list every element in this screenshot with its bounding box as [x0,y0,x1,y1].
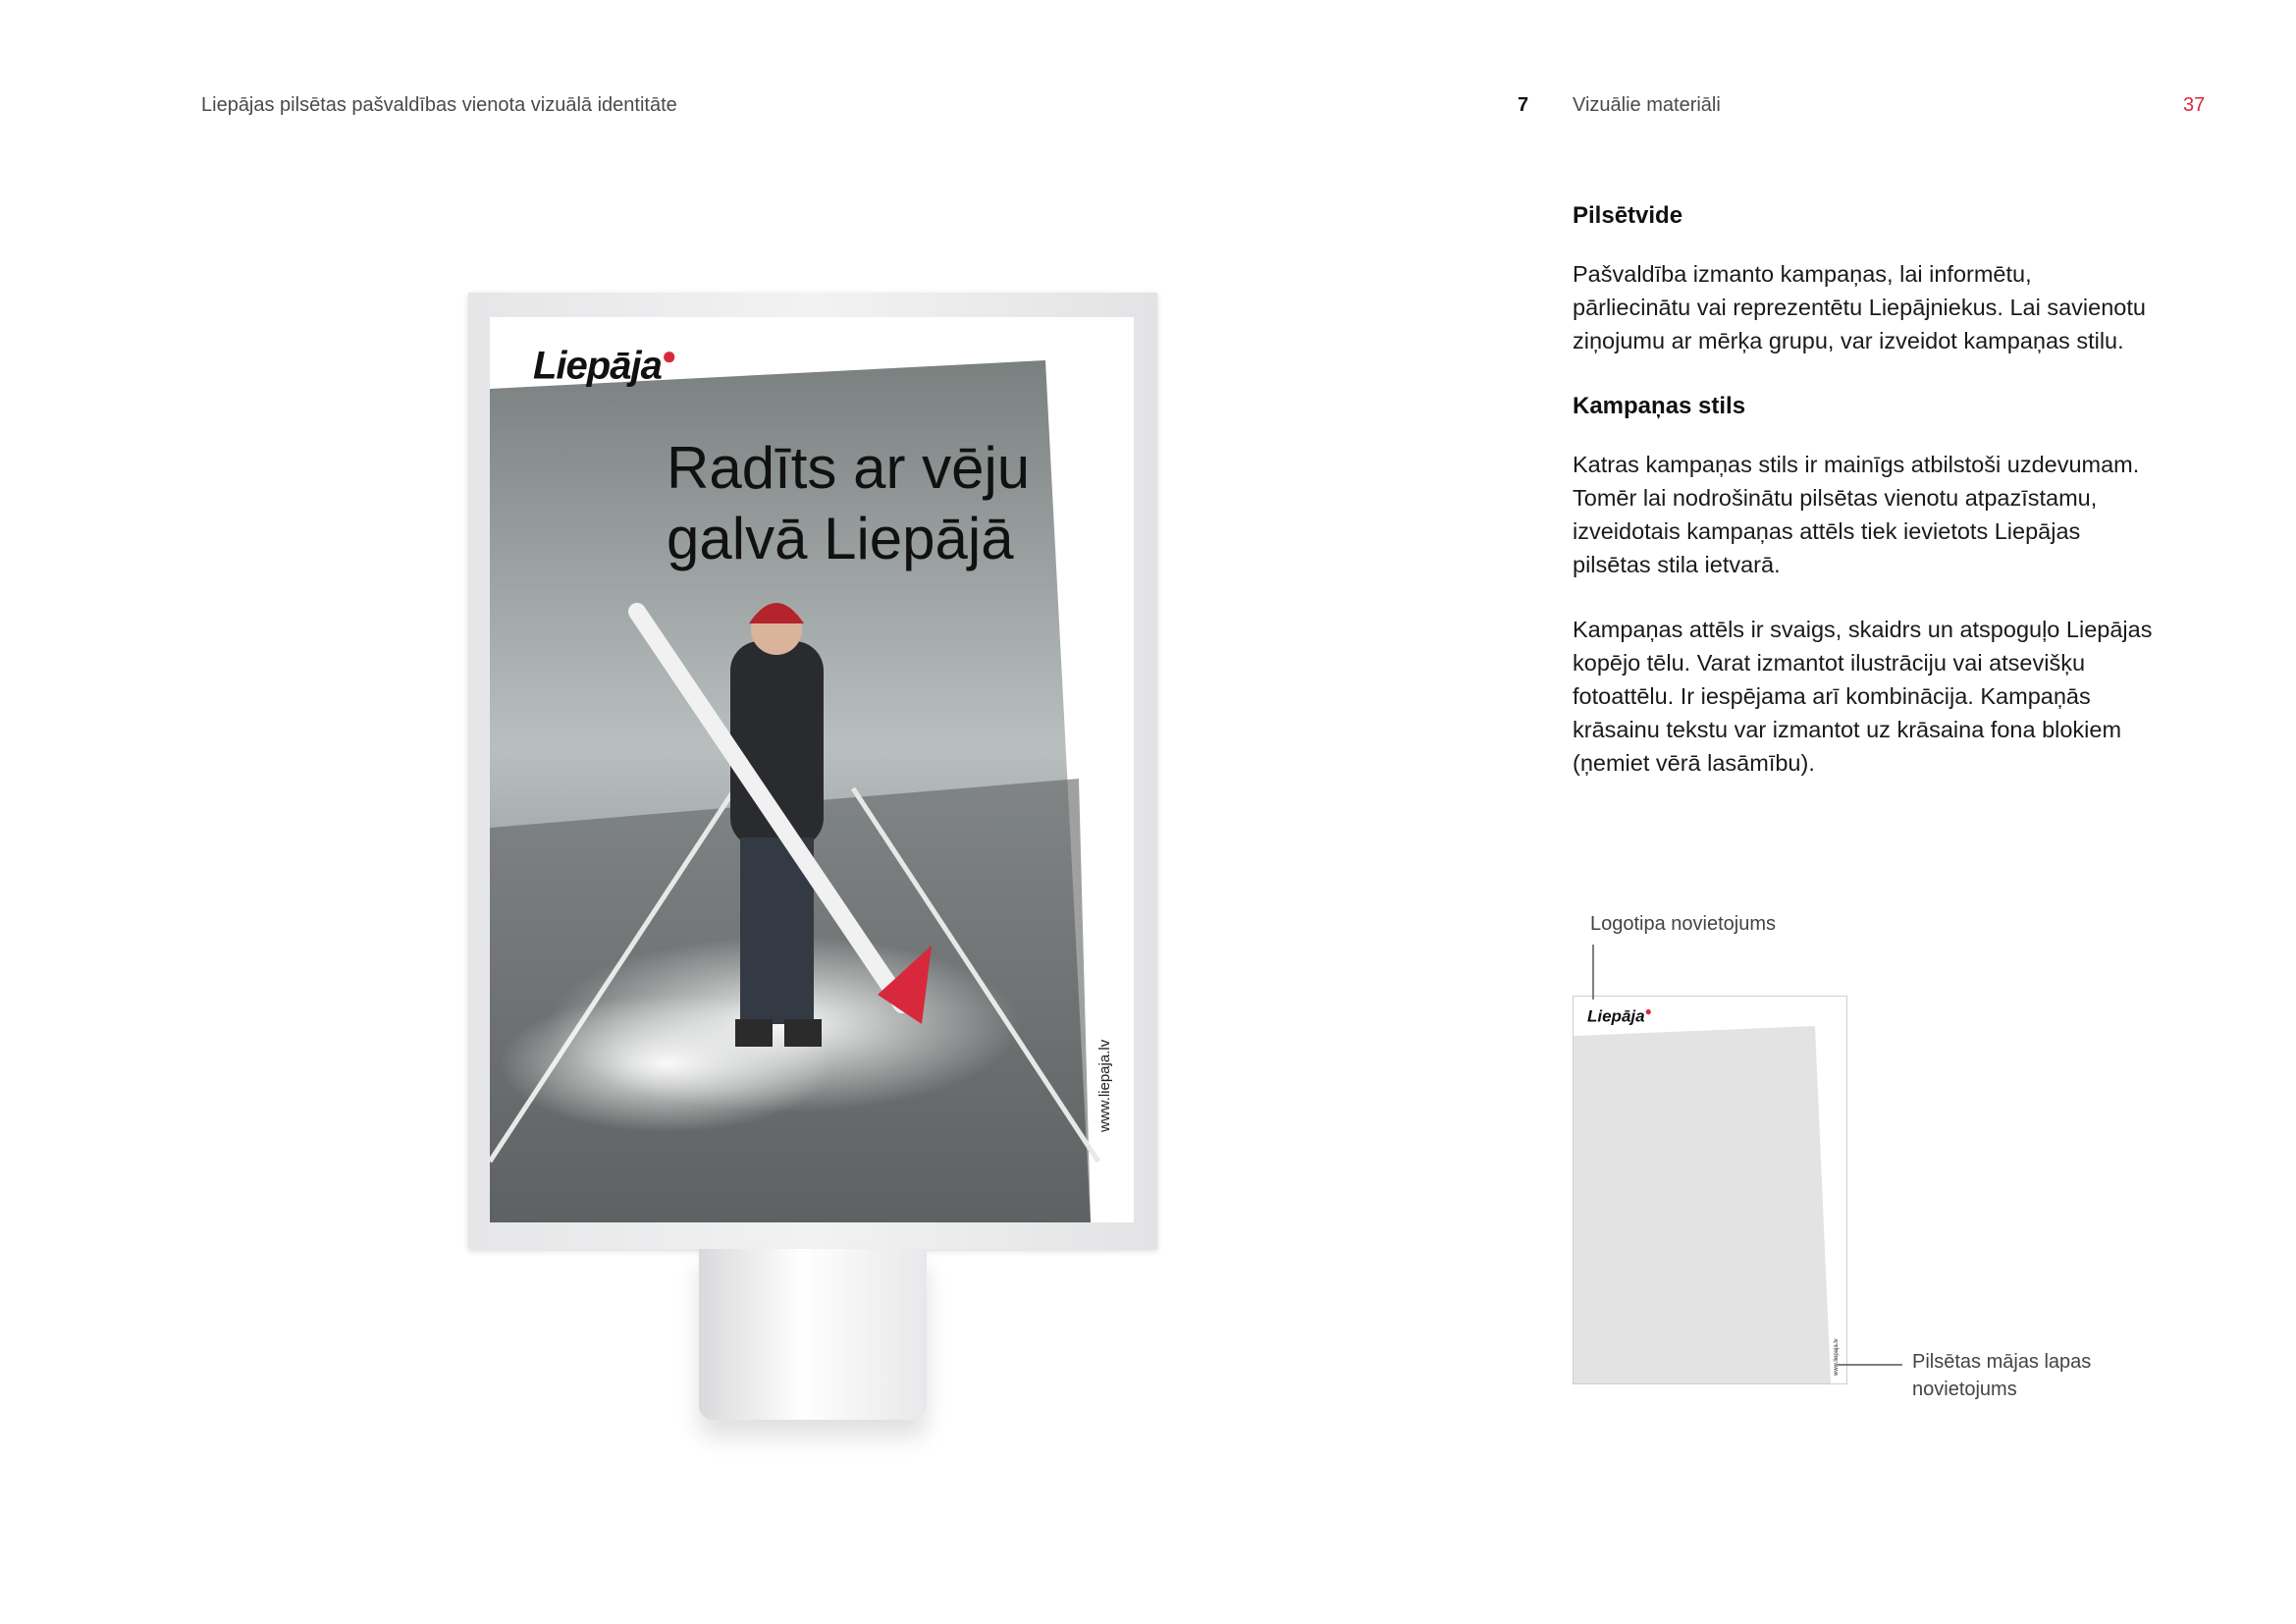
section-title-pilsetvide: Pilsētvide [1573,202,1683,229]
chapter-title: Vizuālie materiāli [1573,94,1721,116]
billboard-stand [699,1249,927,1420]
liepaja-logo: Liepāja● [533,341,676,388]
section-title-kampanas-stils: Kampaņas stils [1573,393,1746,419]
chapter-number: 7 [1518,94,1529,116]
billboard-frame [468,293,1157,1249]
website-placement-label-2: novietojums [1912,1379,2017,1400]
website-placement-label: Pilsētas mājas lapas [1912,1351,2092,1373]
billboard-headline: Radīts ar vēju galvā Liepājā [667,435,1031,571]
document-title: Liepājas pilsētas pašvaldības vienota vizuālā identitāte [201,94,677,116]
section-paragraph-1: Pašvaldība izmanto kampaņas, lai informētu, pārliecinātu vai reprezentētu Liepājniekus. Lai savienotu ziņojumu ar mērķa grupu, var izveidot kampaņas stilu. [1573,261,2146,353]
billboard-poster [490,317,1134,1222]
page-number: 37 [2183,94,2206,116]
section-paragraph-2: Katras kampaņas stils ir mainīgs atbilstoši uzdevumam. Tomēr lai nodrošinātu pilsētas vienotu atpazīstamu, izveidotais kampaņas attēls tiek ievietots Liepājas pilsētas stila ietvarā. [1573,452,2140,577]
schematic-url: www.liepaja.lv [1834,1338,1840,1376]
billboard-url: www.liepaja.lv [1096,1039,1113,1132]
image-area-placeholder [1574,997,1846,1383]
logo-placement-label: Logotipa novietojums [1590,913,1777,935]
billboard-mockup [468,293,1157,1249]
schematic-logo: Liepāja● [1587,1004,1652,1026]
layout-schematic [1573,996,1847,1384]
section-paragraph-3: Kampaņas attēls ir svaigs, skaidrs un atspoguļo Liepājas kopējo tēlu. Varat izmantot ilustrāciju vai atsevišķu fotoattēlu. Ir iespējama arī kombinācija. Kampaņās krāsainu tekstu var izmantot uz krāsaina fona blokiem (ņemiet vērā lasāmību). [1573,617,2153,776]
